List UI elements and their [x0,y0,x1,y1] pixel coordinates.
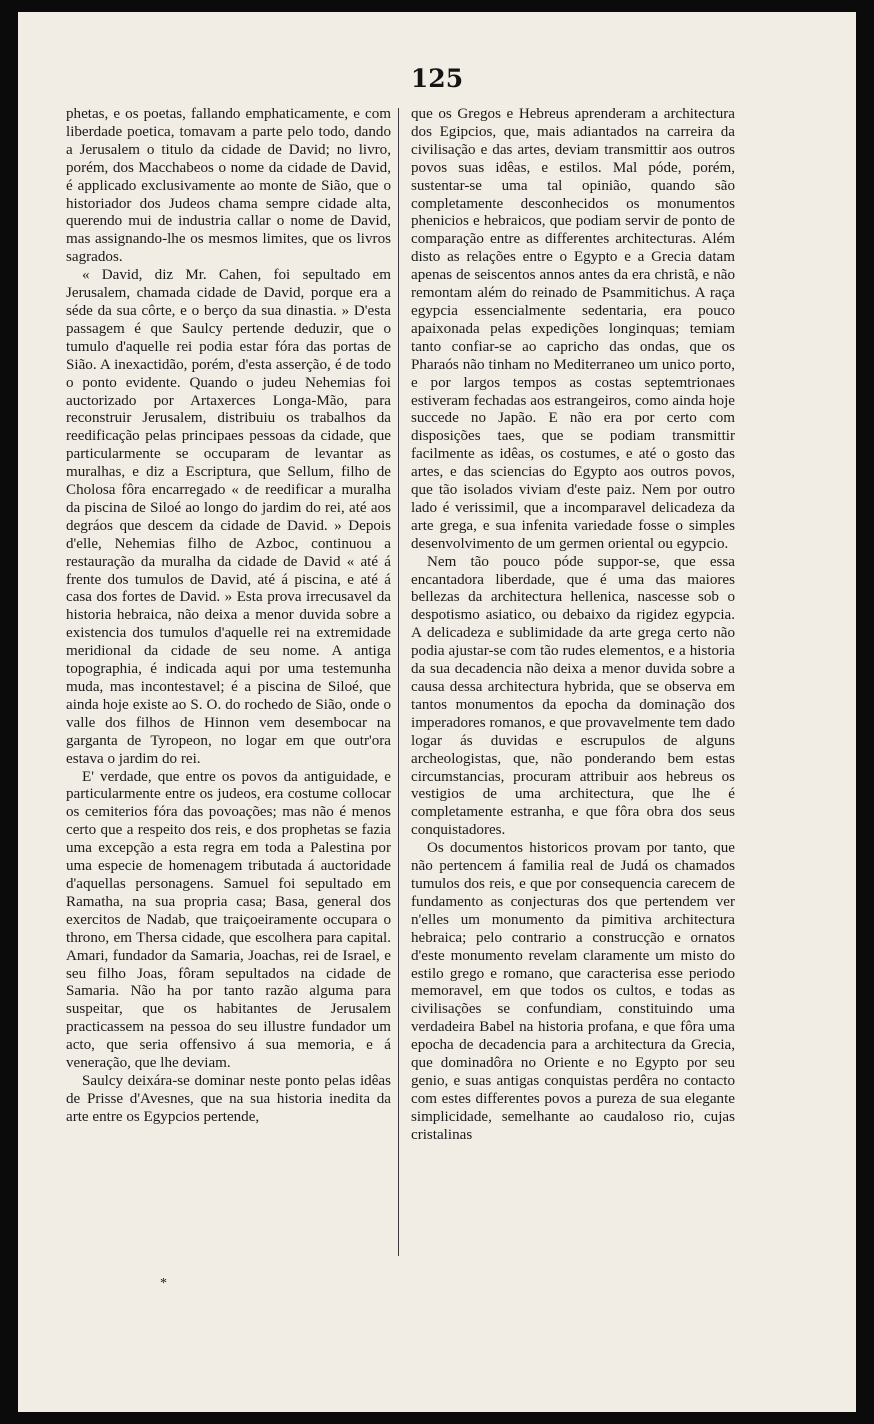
paragraph: Saulcy deixára-se dominar neste ponto pelas idêas de Prisse d'Avesnes, que na sua historia inedita da arte entre os Egypcios pertende, [66,1072,391,1125]
paragraph: que os Gregos e Hebreus aprenderam a architectura dos Egipcios, que, mais adiantados na carreira da civilisação e das artes, deviam transmittir aos outros povos suas idêas, e estilos. Mal póde, porém, sustentar-se uma tal opinião, quando são completamente desconhecidos os monumentos phenicios e hebraicos, que podiam servir de ponto de comparação entre as differentes architecturas. Além disto as relações entre o Egypto e a Grecia datam apenas de seiscentos annos antes da era christã, e não remontam além do reinado de Psammitichus. A raça egypcia essencialmente sedentaria, era pouco apaixonada pelas expedições longinquas; temiam tanto confiar-se ao capricho das ondas, que os Pharaós não tinham no Mediterraneo um unico porto, e por largos tempos as costas septemtrionaes estiveram fechadas aos estrangeiros, como ainda hoje succede no Japão. E não era por certo com disposições taes, que se podiam transmittir facilmente as idêas, os costumes, e até o gosto das artes, e das sciencias do Egypto aos outros povos, que tão isolados viviam d'este paiz. Nem por outro lado é verissimil, que a incomparavel delicadeza da arte grega, e sua infenita variedade fosse o simples desenvolvimento de um germen oriental ou egypcio. [411,106,735,552]
left-column [66,106,391,1127]
paragraph: Nem tão pouco póde suppor-se, que essa encantadora liberdade, que é uma das maiores bellezas da architectura hellenica, nascesse sob o despotismo asiatico, ou debaixo da rigidez egypcia. A delicadeza e sublimidade da arte grega certo não podia ajustar-se com tão rudes elementos, e a historia da sua decadencia não deixa a menor duvida sobre a causa dessa architectura hybrida, que se observa em tantos monumentos da epocha da dominação dos imperadores romanos, e que provavelmente tem dado logar ás duvidas e escrupulos de alguns archeologistas, que, não ponderando bem estas circumstancias, procuram attribuir aos hebreus os vestigios de uma architectura, que lhe é completamente estranha, e que fôra obra dos seus conquistadores. [411,553,735,839]
right-column [411,106,735,1145]
paragraph: « David, diz Mr. Cahen, foi sepultado em Jerusalem, chamada cidade de David, porque era a séde da sua côrte, e o berço da sua dinastia. » D'esta passagem é que Saulcy pertende deduzir, que o tumulo d'aquelle rei podia estar fóra das portas de Sião. A inexactidão, porém, d'esta asserção, é de todo o ponto evidente. Quando o judeu Nehemias foi auctorizado por Artaxerces Longa-Mão, para reconstruir Jerusalem, distribuiu os trabalhos da reedificação pelas principaes pessoas da cidade, que particularmente se occuparam de levantar as muralhas, e diz a Escriptura, que Sellum, filho de Cholosa fôra encarregado « de reedificar a muralha da piscina de Siloé ao longo do jardim do rei, até aos degráos que descem da cidade de David. » Depois d'elle, Nehemias filho de Azboc, continuou a restauração da muralha da cidade de David « até á frente dos tumulos de David, até á piscina, e até á casa dos fortes de David. » Esta prova irrecusavel da historia hebraica, não deixa a menor duvida sobre a existencia dos tumulos d'aquelle rei na extremidade meridional da cidade de seu nome. A antiga topographia, é indicada aqui por uma testemunha muda, mas incontestavel; é a piscina de Siloé, que ainda hoje existe ao S. O. do rochedo de Sião, onde o valle dos filhos de Hinnon vem desembocar na garganta de Tyropeon, no logar em que outr'ora estava o jardim do rei. [66,267,391,767]
paragraph: Os documentos historicos provam por tanto, que não pertencem á familia real de Judá os chamados tumulos dos reis, e que por consequencia carecem de fundamento as conjecturas dos que pertendem ver n'elles um monumento da pimitiva architectura hebraica; pelo contrario a construcção e ornatos d'este monumento revelam claramente um misto do estilo grego e romano, que caracterisa esse periodo memoravel, em que todos os cultos, e todas as civilisações se confundiam, constituindo uma verdadeira Babel na historia profana, e que fôra uma epocha de decadencia para a architectura da Grecia, que dominadôra no Oriente e no Egypto por seu genio, e suas antigas conquistas perdêra no contacto com estes differentes povos a pureza de sua elegante simplicidade, semelhante ao caudaloso rio, cujas cristalinas [411,840,735,1143]
page-number: 125 [410,64,464,93]
paragraph: E' verdade, que entre os povos da antiguidade, e particularmente entre os judeos, era costume collocar os cemiterios fóra das povoações; mas não é menos certo que a respeito dos reis, e dos prophetas se fazia uma excepção a esta regra em toda a Palestina por uma especie de homenagem tributada á auctoridade d'aquellas personagens. Samuel foi sepultado em Ramatha, na sua propria casa; Basa, general dos exercitos de Nadab, que traiçoeiramente occupara o throno, em Thersa cidade, que escolhera para capital. Amari, fundador da Samaria, Joachas, rei de Israel, e seu filho Joas, fôram sepultados na cidade de Samaria. Não ha por tanto razão alguma para suspeitar, que os habitantes de Jerusalem practicassem na pessoa do seu illustre fundador um acto, que seria offensivo á sua memoria, e á veneração, que lhe deviam. [66,768,391,1072]
column-divider [398,108,399,1256]
paragraph: phetas, e os poetas, fallando emphaticamente, e com liberdade poetica, tomavam a parte pelo todo, dando a Jerusalem o titulo da cidade de David; no livro, porém, dos Macchabeos o nome da cidade de David, é applicado exclusivamente ao monte de Sião, que o historiador dos Judeos chama sempre cidade alta, querendo mui de industria callar o nome de David, mas assignando-lhe os mesmos limites, que os livros sagrados. [66,106,391,266]
book-page [18,12,856,1412]
signature-mark: * [160,1276,167,1291]
